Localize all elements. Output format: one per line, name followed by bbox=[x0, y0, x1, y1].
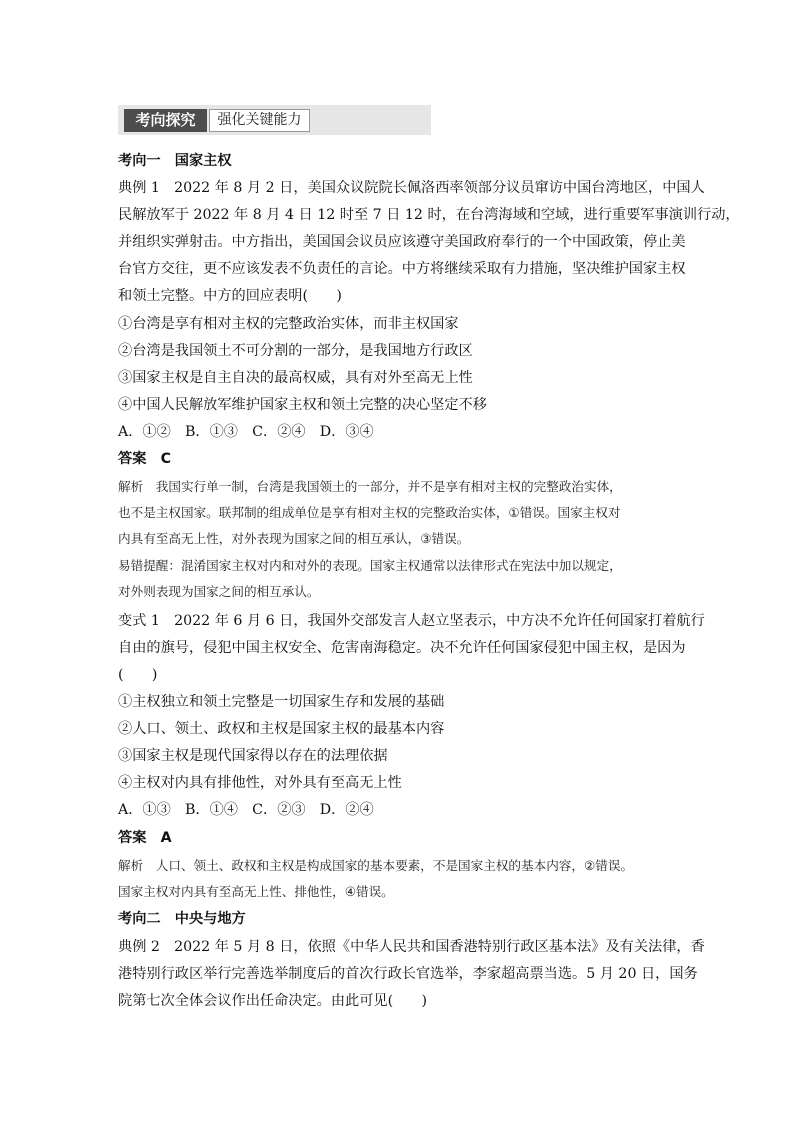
variant1-choices: A．①③ B．①④ C．②③ D．②④ bbox=[118, 802, 374, 818]
example2-line: 典例 2 2022 年 5 月 8 日，依照《中华人民共和国香港特别行政区基本法》及有关法律，香 bbox=[118, 939, 705, 955]
example1-line: 典例 1 2022 年 8 月 2 日，美国众议院院长佩洛西率领部分议员窜访中国台湾地区，中国人 bbox=[118, 180, 705, 196]
variant1-line: 自由的旗号，侵犯中国主权安全、危害南海稳定。决不允许任何国家侵犯中国主权，是因为 bbox=[118, 640, 686, 656]
example1-analysis-line: 也不是主权国家。联邦制的组成单位是享有相对主权的完整政治实体，①错误。国家主权对 bbox=[118, 505, 621, 520]
example1-line: 并组织实弹射击。中方指出，美国国会议员应该遵守美国政府奉行的一个中国政策，停止美 bbox=[118, 234, 686, 250]
example1-line: 台官方交往，更不应该发表不负责任的言论。中方将继续采取有力措施，坚决维护国家主权 bbox=[118, 261, 686, 277]
section-heading-2: 考向二 中央与地方 bbox=[118, 911, 246, 927]
variant1-option: ③国家主权是现代国家得以存在的法理依据 bbox=[118, 748, 388, 764]
example1-tip-line: 对外则表现为国家之间的相互承认。 bbox=[118, 584, 320, 599]
example1-option: ③国家主权是自主自决的最高权威，具有对外至高无上性 bbox=[118, 370, 473, 386]
example2-line: 院第七次全体会议作出任命决定。由此可见( ) bbox=[118, 993, 428, 1009]
variant1-option: ①主权独立和领土完整是一切国家生存和发展的基础 bbox=[118, 694, 445, 710]
example1-answer: 答案 C bbox=[118, 451, 171, 467]
section-heading-1: 考向一 国家主权 bbox=[118, 153, 232, 169]
example1-line: 和领土完整。中方的回应表明( ) bbox=[118, 288, 342, 304]
example1-option: ④中国人民解放军维护国家主权和领土完整的决心坚定不移 bbox=[118, 397, 487, 413]
variant1-line: 变式 1 2022 年 6 月 6 日，我国外交部发言人赵立坚表示，中方决不允许任何国家打着航行 bbox=[118, 613, 705, 629]
example1-choices: A．①② B．①③ C．②④ D．③④ bbox=[118, 424, 374, 440]
example1-line: 民解放军于 2022 年 8 月 4 日 12 时至 7 日 12 时，在台湾海域和空域，进行重要军事演训行动， bbox=[118, 207, 740, 223]
example1-analysis-line: 内具有至高无上性，对外表现为国家之间的相互承认，③错误。 bbox=[118, 531, 470, 546]
example1-option: ①台湾是享有相对主权的完整政治实体，而非主权国家 bbox=[118, 316, 459, 332]
variant1-line: ( ) bbox=[118, 667, 158, 683]
example1-option: ②台湾是我国领土不可分割的一部分，是我国地方行政区 bbox=[118, 343, 473, 359]
variant1-analysis-line: 国家主权对内具有至高无上性、排他性，④错误。 bbox=[118, 884, 394, 899]
section-banner bbox=[118, 105, 431, 135]
banner-label-explore: 考向探究 bbox=[124, 109, 207, 132]
example1-tip-line: 易错提醒：混淆国家主权对内和对外的表现。国家主权通常以法律形式在宪法中加以规定， bbox=[118, 558, 622, 573]
variant1-analysis-line: 解析 人口、领土、政权和主权是构成国家的基本要素，不是国家主权的基本内容，②错误。 bbox=[118, 858, 634, 873]
banner-label-ability: 强化关键能力 bbox=[209, 109, 310, 132]
variant1-option: ②人口、领土、政权和主权是国家主权的最基本内容 bbox=[118, 721, 445, 737]
example2-line: 港特别行政区举行完善选举制度后的首次行政长官选举，李家超高票当选。5 月 20 日，国务 bbox=[118, 966, 698, 982]
example1-analysis-line: 解析 我国实行单一制，台湾是我国领土的一部分，并不是享有相对主权的完整政治实体， bbox=[118, 479, 622, 494]
variant1-option: ④主权对内具有排他性，对外具有至高无上性 bbox=[118, 775, 402, 791]
variant1-answer: 答案 A bbox=[118, 830, 172, 846]
